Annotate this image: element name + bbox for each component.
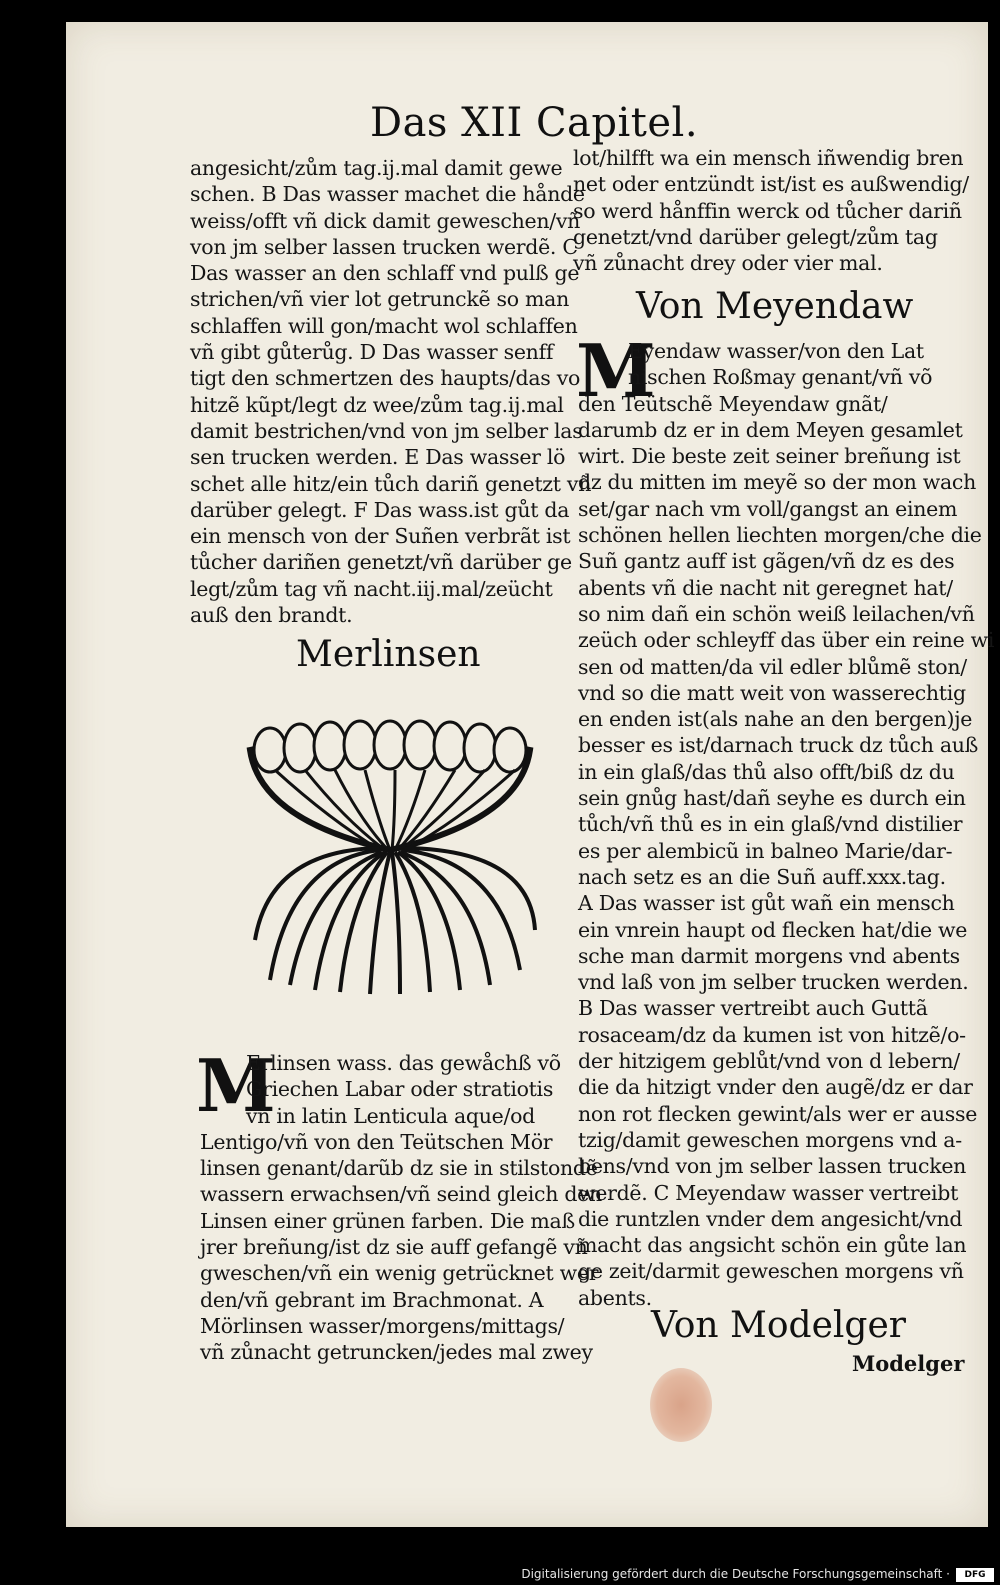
text-line: auß den brandt. xyxy=(190,603,353,628)
text-line: non rot flecken gewint/als wer er ausse xyxy=(578,1101,978,1126)
right-column xyxy=(573,145,969,276)
text-line: strichen/vñ vier lot getrunckẽ so man xyxy=(190,287,569,312)
text-line: bens/vnd von jm selber lassen trucken xyxy=(578,1154,967,1179)
footer-credit: Digitalisierung gefördert durch die Deutsche Forschungsgemeinschaft · xyxy=(521,1567,950,1581)
initial-m-merlinsen: M xyxy=(196,1043,276,1128)
text-line: werdẽ. C Meyendaw wasser vertreibt xyxy=(578,1180,959,1205)
text-line: legt/zům tag vñ nacht.iij.mal/zeücht xyxy=(190,576,553,601)
text-line: weiss/offt vñ dick damit geweschen/vñ xyxy=(190,208,581,233)
merlinsen-text-indented xyxy=(246,1050,576,1129)
text-line: ein mensch von der Suñen verbrãt ist xyxy=(190,524,571,549)
text-line: besser es ist/darnach truck dz tůch auß xyxy=(578,733,979,758)
text-line: Eyendaw wasser/von den Lat xyxy=(628,339,924,363)
text-line: so nim dañ ein schön weiß leilachen/vñ xyxy=(578,601,975,626)
text-line: ge zeit/darmit geweschen morgens vñ xyxy=(578,1259,964,1284)
text-line: wirt. Die beste zeit seiner breñung ist xyxy=(578,444,961,469)
text-line: Mörlinsen wasser/morgens/mittags/ xyxy=(200,1313,565,1338)
text-line: von jm selber lassen trucken werdẽ. C xyxy=(190,234,578,259)
text-line: jrer breñung/ist dz sie auff gefangẽ vñ xyxy=(200,1235,588,1260)
text-line: rosaceam/dz da kumen ist von hitzẽ/o- xyxy=(578,1022,966,1047)
text-line: sen trucken werden. E Das wasser lö xyxy=(190,445,566,470)
text-line: zeüch oder schleyff das über ein reine wi xyxy=(578,628,995,653)
right-column-top-text xyxy=(573,145,969,276)
text-line: schen. B Das wasser machet die hånde xyxy=(190,182,585,207)
text-line: Erlinsen wass. das gewåchß võ xyxy=(246,1051,561,1075)
text-line: Griechen Labar oder stratiotis xyxy=(246,1077,554,1102)
text-line: hitzẽ kũpt/legt dz wee/zům tag.ij.mal xyxy=(190,392,564,417)
text-line: den Teütschẽ Meyendaw gnãt/ xyxy=(578,391,888,416)
text-line: sein gnůg hast/dañ seyhe es durch ein xyxy=(578,786,966,811)
text-line: ein vnrein haupt od flecken hat/die we xyxy=(578,917,968,942)
text-line: linsen genant/darũb dz sie in stilstondẽ xyxy=(200,1156,598,1181)
text-line: Lentigo/vñ von den Teütschen Mör xyxy=(200,1129,553,1154)
text-line: tzig/damit geweschen morgens vnd a- xyxy=(578,1127,962,1152)
text-line: es per alembicũ in balneo Marie/dar- xyxy=(578,838,953,863)
text-line: en enden ist(als nahe an den bergen)je xyxy=(578,707,973,732)
heading-merlinsen: Merlinsen xyxy=(296,634,481,675)
catchword: Modelger xyxy=(852,1351,965,1376)
chapter-header: Das XII Capitel. xyxy=(370,100,699,146)
text-line: vnd laß von jm selber trucken werden. xyxy=(578,970,969,995)
text-line: Linsen einer grünen farben. Die maß xyxy=(200,1208,575,1233)
dfg-logo: DFG xyxy=(956,1568,994,1582)
merlinsen-text xyxy=(200,1129,602,1366)
text-line: Das wasser an den schlaff vnd pulß ge xyxy=(190,261,580,286)
text-line: tůch/vñ thů es in ein glaß/vnd distilier xyxy=(578,812,963,837)
text-line: lot/hilfft wa ein mensch iñwendig bren xyxy=(573,146,964,170)
text-line: Suñ gantz auff ist gãgen/vñ dz es des xyxy=(578,549,955,574)
text-line: die da hitzigt vnder den augẽ/dz er dar xyxy=(578,1075,973,1100)
text-line: der hitzigem geblůt/vnd von d lebern/ xyxy=(578,1049,960,1074)
meyendaw-text xyxy=(578,391,995,1311)
text-line: angesicht/zům tag.ij.mal damit gewe xyxy=(190,156,563,180)
text-line: A Das wasser ist gůt wañ ein mensch xyxy=(578,891,955,916)
text-line: tigt den schmertzen des haupts/das vo xyxy=(190,366,581,391)
initial-m-meyendaw: M xyxy=(576,328,656,413)
text-line: schet alle hitz/ein tůch dariñ genetzt vñ xyxy=(190,471,592,496)
text-line: schönen hellen liechten morgen/che die xyxy=(578,523,982,548)
text-line: vñ in latin Lenticula aque/od xyxy=(246,1103,535,1128)
water-lentil-woodcut-icon xyxy=(230,710,550,1000)
text-line: nach setz es an die Suñ auff.xxx.tag. xyxy=(578,864,946,889)
text-line: in ein glaß/das thů also offt/biß dz du xyxy=(578,759,955,784)
text-line: abents vñ die nacht nit geregnet hat/ xyxy=(578,575,953,600)
left-column-top-text xyxy=(190,155,592,628)
text-line: den/vñ gebrant im Brachmonat. A xyxy=(200,1287,544,1312)
text-line: vnd so die matt weit von wasserechtig xyxy=(578,680,966,705)
heading-modelger: Von Modelger xyxy=(651,1305,906,1346)
text-line: die runtzlen vnder dem angesicht/vnd xyxy=(578,1206,963,1231)
text-line: gweschen/vñ ein wenig getrücknet wer xyxy=(200,1261,599,1286)
text-line: net oder entzündt ist/ist es außwendig/ xyxy=(573,172,969,197)
text-line: B Das wasser vertreibt auch Guttã xyxy=(578,996,928,1021)
meyendaw-text-indented xyxy=(628,338,968,391)
text-line: so werd hånffin werck od tůcher dariñ xyxy=(573,198,962,223)
text-line: damit bestrichen/vnd von jm selber las xyxy=(190,418,583,443)
text-line: darumb dz er in dem Meyen gesamlet xyxy=(578,417,963,442)
text-line: tůcher dariñen genetzt/vñ darüber ge xyxy=(190,550,572,575)
paper-stain xyxy=(650,1368,712,1442)
text-line: nischen Roßmay genant/vñ võ xyxy=(628,365,933,390)
text-line: abents. xyxy=(578,1285,652,1310)
left-column xyxy=(190,155,592,628)
heading-meyendaw: Von Meyendaw xyxy=(636,286,914,327)
text-line: genetzt/vnd darüber gelegt/zům tag xyxy=(573,224,938,249)
text-line: schlaffen will gon/macht wol schlaffen xyxy=(190,313,578,338)
text-line: vñ zůnacht getruncken/jedes mal zwey xyxy=(200,1340,593,1365)
text-line: dz du mitten im meyẽ so der mon wach xyxy=(578,470,977,495)
text-line: darüber gelegt. F Das wass.ist gůt da xyxy=(190,497,570,522)
text-line: vñ zůnacht drey oder vier mal. xyxy=(573,251,883,276)
text-line: vñ gibt gůterůg. D Das wasser senff xyxy=(190,340,554,365)
text-line: set/gar nach vm voll/gangst an einem xyxy=(578,496,958,521)
text-line: wassern erwachsen/vñ seind gleich den xyxy=(200,1182,602,1207)
text-line: sche man darmit morgens vnd abents xyxy=(578,943,960,968)
text-line: sen od matten/da vil edler blůmẽ ston/ xyxy=(578,654,967,679)
text-line: macht das angsicht schön ein gůte lan xyxy=(578,1233,967,1258)
